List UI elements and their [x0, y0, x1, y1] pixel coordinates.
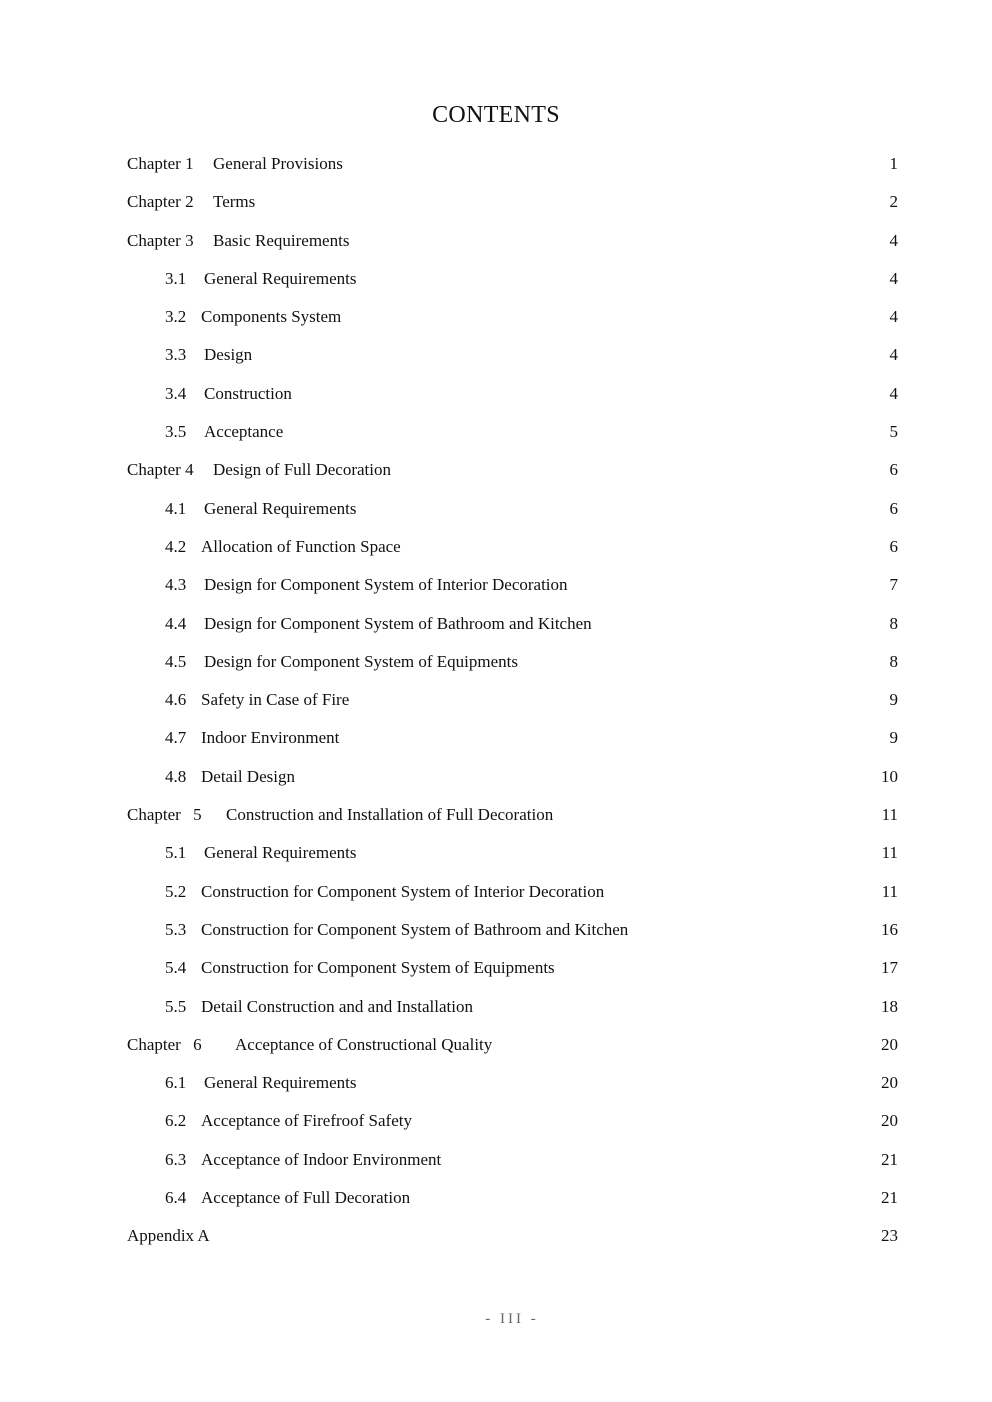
toc-label: Acceptance	[204, 422, 284, 442]
toc-label: Construction and Installation of Full Decoration	[226, 805, 554, 825]
toc-number: 4.1	[165, 498, 187, 518]
toc-label: Acceptance of Indoor Environment	[201, 1149, 442, 1169]
toc-number: 4.7	[165, 728, 187, 748]
toc-entry[interactable]	[127, 1179, 898, 1217]
toc-page: 9	[889, 690, 898, 710]
toc-label: General Requirements	[204, 268, 357, 288]
toc-page: 21	[881, 1188, 898, 1208]
toc-number: 5.5	[165, 996, 187, 1016]
toc-entry[interactable]	[127, 949, 898, 987]
toc-label: General Provisions	[213, 154, 343, 173]
toc-entry[interactable]	[127, 605, 898, 643]
toc-page: 11	[881, 881, 898, 901]
toc-label: General Requirements	[204, 843, 357, 863]
toc-label: Design for Component System of Bathroom and Kitchen	[204, 613, 592, 633]
toc-label: Terms	[213, 192, 256, 212]
toc-label: Indoor Environment	[201, 728, 340, 748]
toc-page: 10	[881, 766, 898, 786]
toc-page: 20	[881, 1111, 898, 1131]
toc-number: 6.3	[165, 1149, 187, 1169]
toc-label: Construction	[204, 383, 292, 403]
toc-page: 6	[889, 498, 898, 518]
toc-number: 4.3	[165, 575, 187, 595]
page-title: CONTENTS	[432, 102, 560, 128]
toc-page: 18	[881, 996, 898, 1016]
toc-entry[interactable]	[127, 988, 898, 1026]
toc-label: Safety in Case of Fire	[201, 690, 350, 710]
toc-page: 2	[889, 192, 898, 212]
toc-number: Chapter 1	[127, 154, 194, 173]
toc-page: 4	[889, 383, 898, 403]
toc-entry[interactable]	[127, 490, 898, 528]
toc-page: 6	[889, 460, 898, 480]
toc-entry[interactable]	[127, 413, 898, 451]
toc-page: 21	[881, 1149, 898, 1169]
page-number-footer: - III -	[485, 1311, 539, 1327]
toc-number: 5.3	[165, 919, 187, 939]
toc-entry[interactable]	[127, 260, 898, 298]
toc-number: Appendix A	[127, 1226, 210, 1246]
toc-page: 1	[889, 154, 898, 173]
toc-number: 3.4	[165, 383, 187, 403]
toc-entry[interactable]	[127, 719, 898, 757]
toc-entry[interactable]	[127, 1026, 898, 1064]
toc-number: Chapter 2	[127, 192, 194, 212]
toc-label: Construction for Component System of Bathroom and Kitchen	[201, 919, 629, 939]
toc-entry[interactable]	[127, 298, 898, 336]
toc-number: 3.2	[165, 307, 187, 327]
toc-entry[interactable]	[127, 451, 898, 489]
toc-label: General Requirements	[204, 1073, 357, 1093]
toc-entry[interactable]	[127, 834, 898, 872]
toc-page: 20	[881, 1034, 898, 1054]
toc-label: Acceptance of Full Decoration	[201, 1188, 411, 1208]
toc-label: Detail Construction and and Installation	[201, 996, 473, 1016]
toc-number: 3.1	[165, 268, 187, 288]
toc-page: 4	[889, 268, 898, 288]
toc-number: Chapter 4	[127, 460, 194, 480]
toc-page: 9	[889, 728, 898, 748]
toc-label: Allocation of Function Space	[201, 536, 401, 556]
toc-page: 5	[889, 422, 898, 442]
toc-entry[interactable]	[127, 1141, 898, 1179]
toc-page: 11	[881, 805, 898, 825]
toc-entry[interactable]	[127, 1217, 898, 1255]
toc-entry[interactable]	[127, 222, 898, 260]
toc-number: 5.4	[165, 958, 187, 978]
toc-number: 5.1	[165, 843, 187, 863]
toc-number: 4.2	[165, 536, 187, 556]
toc-number: 3.3	[165, 345, 187, 365]
toc-page: 16	[881, 919, 898, 939]
toc-entry[interactable]	[127, 375, 898, 413]
toc-entry[interactable]	[127, 528, 898, 566]
toc-entry[interactable]	[127, 796, 898, 834]
table-of-contents	[127, 145, 898, 1256]
toc-page: 20	[881, 1073, 898, 1093]
toc-number: 4.4	[165, 613, 187, 633]
toc-number: 3.5	[165, 422, 187, 442]
toc-page: 4	[889, 345, 898, 365]
toc-label: General Requirements	[204, 498, 357, 518]
toc-number: Chapter 3	[127, 230, 194, 250]
toc-number: Chapter 5	[127, 805, 202, 825]
toc-entry[interactable]	[127, 873, 898, 911]
toc-entry[interactable]	[127, 566, 898, 604]
toc-entry[interactable]	[127, 1064, 898, 1102]
toc-label: Basic Requirements	[213, 230, 350, 250]
toc-label: Acceptance of Firefroof Safety	[201, 1111, 412, 1131]
toc-page: 4	[889, 307, 898, 327]
toc-number: 4.8	[165, 766, 187, 786]
toc-number: Chapter 6	[127, 1034, 202, 1054]
toc-label: Construction for Component System of Interior Decoration	[201, 881, 605, 901]
toc-entry[interactable]	[127, 1102, 898, 1140]
toc-label: Design of Full Decoration	[213, 460, 391, 480]
toc-entry[interactable]	[127, 145, 898, 183]
toc-label: Design	[204, 345, 253, 365]
toc-label: Acceptance of Constructional Quality	[235, 1034, 493, 1054]
toc-number: 5.2	[165, 881, 187, 901]
toc-page: 23	[881, 1226, 898, 1246]
toc-number: 6.1	[165, 1073, 187, 1093]
toc-page: 11	[881, 843, 898, 863]
toc-number: 6.4	[165, 1188, 187, 1208]
toc-entry[interactable]	[127, 911, 898, 949]
toc-label: Design for Component System of Equipments	[204, 651, 519, 671]
toc-page: 7	[889, 575, 898, 595]
toc-label: Components System	[201, 307, 342, 327]
toc-number: 4.6	[165, 690, 187, 710]
toc-entry[interactable]	[127, 758, 898, 796]
toc-page: 6	[889, 536, 898, 556]
toc-number: 4.5	[165, 651, 187, 671]
toc-entry[interactable]	[127, 681, 898, 719]
toc-page: 8	[889, 651, 898, 671]
toc-entry[interactable]	[127, 183, 898, 221]
toc-page: 8	[889, 613, 898, 633]
toc-label: Construction for Component System of Equipments	[201, 958, 555, 978]
toc-entry[interactable]	[127, 643, 898, 681]
toc-entry[interactable]	[127, 336, 898, 374]
toc-label: Detail Design	[201, 766, 295, 786]
toc-label: Design for Component System of Interior Decoration	[204, 575, 568, 595]
toc-page: 17	[881, 958, 898, 978]
toc-number: 6.2	[165, 1111, 187, 1131]
toc-page: 4	[889, 230, 898, 250]
